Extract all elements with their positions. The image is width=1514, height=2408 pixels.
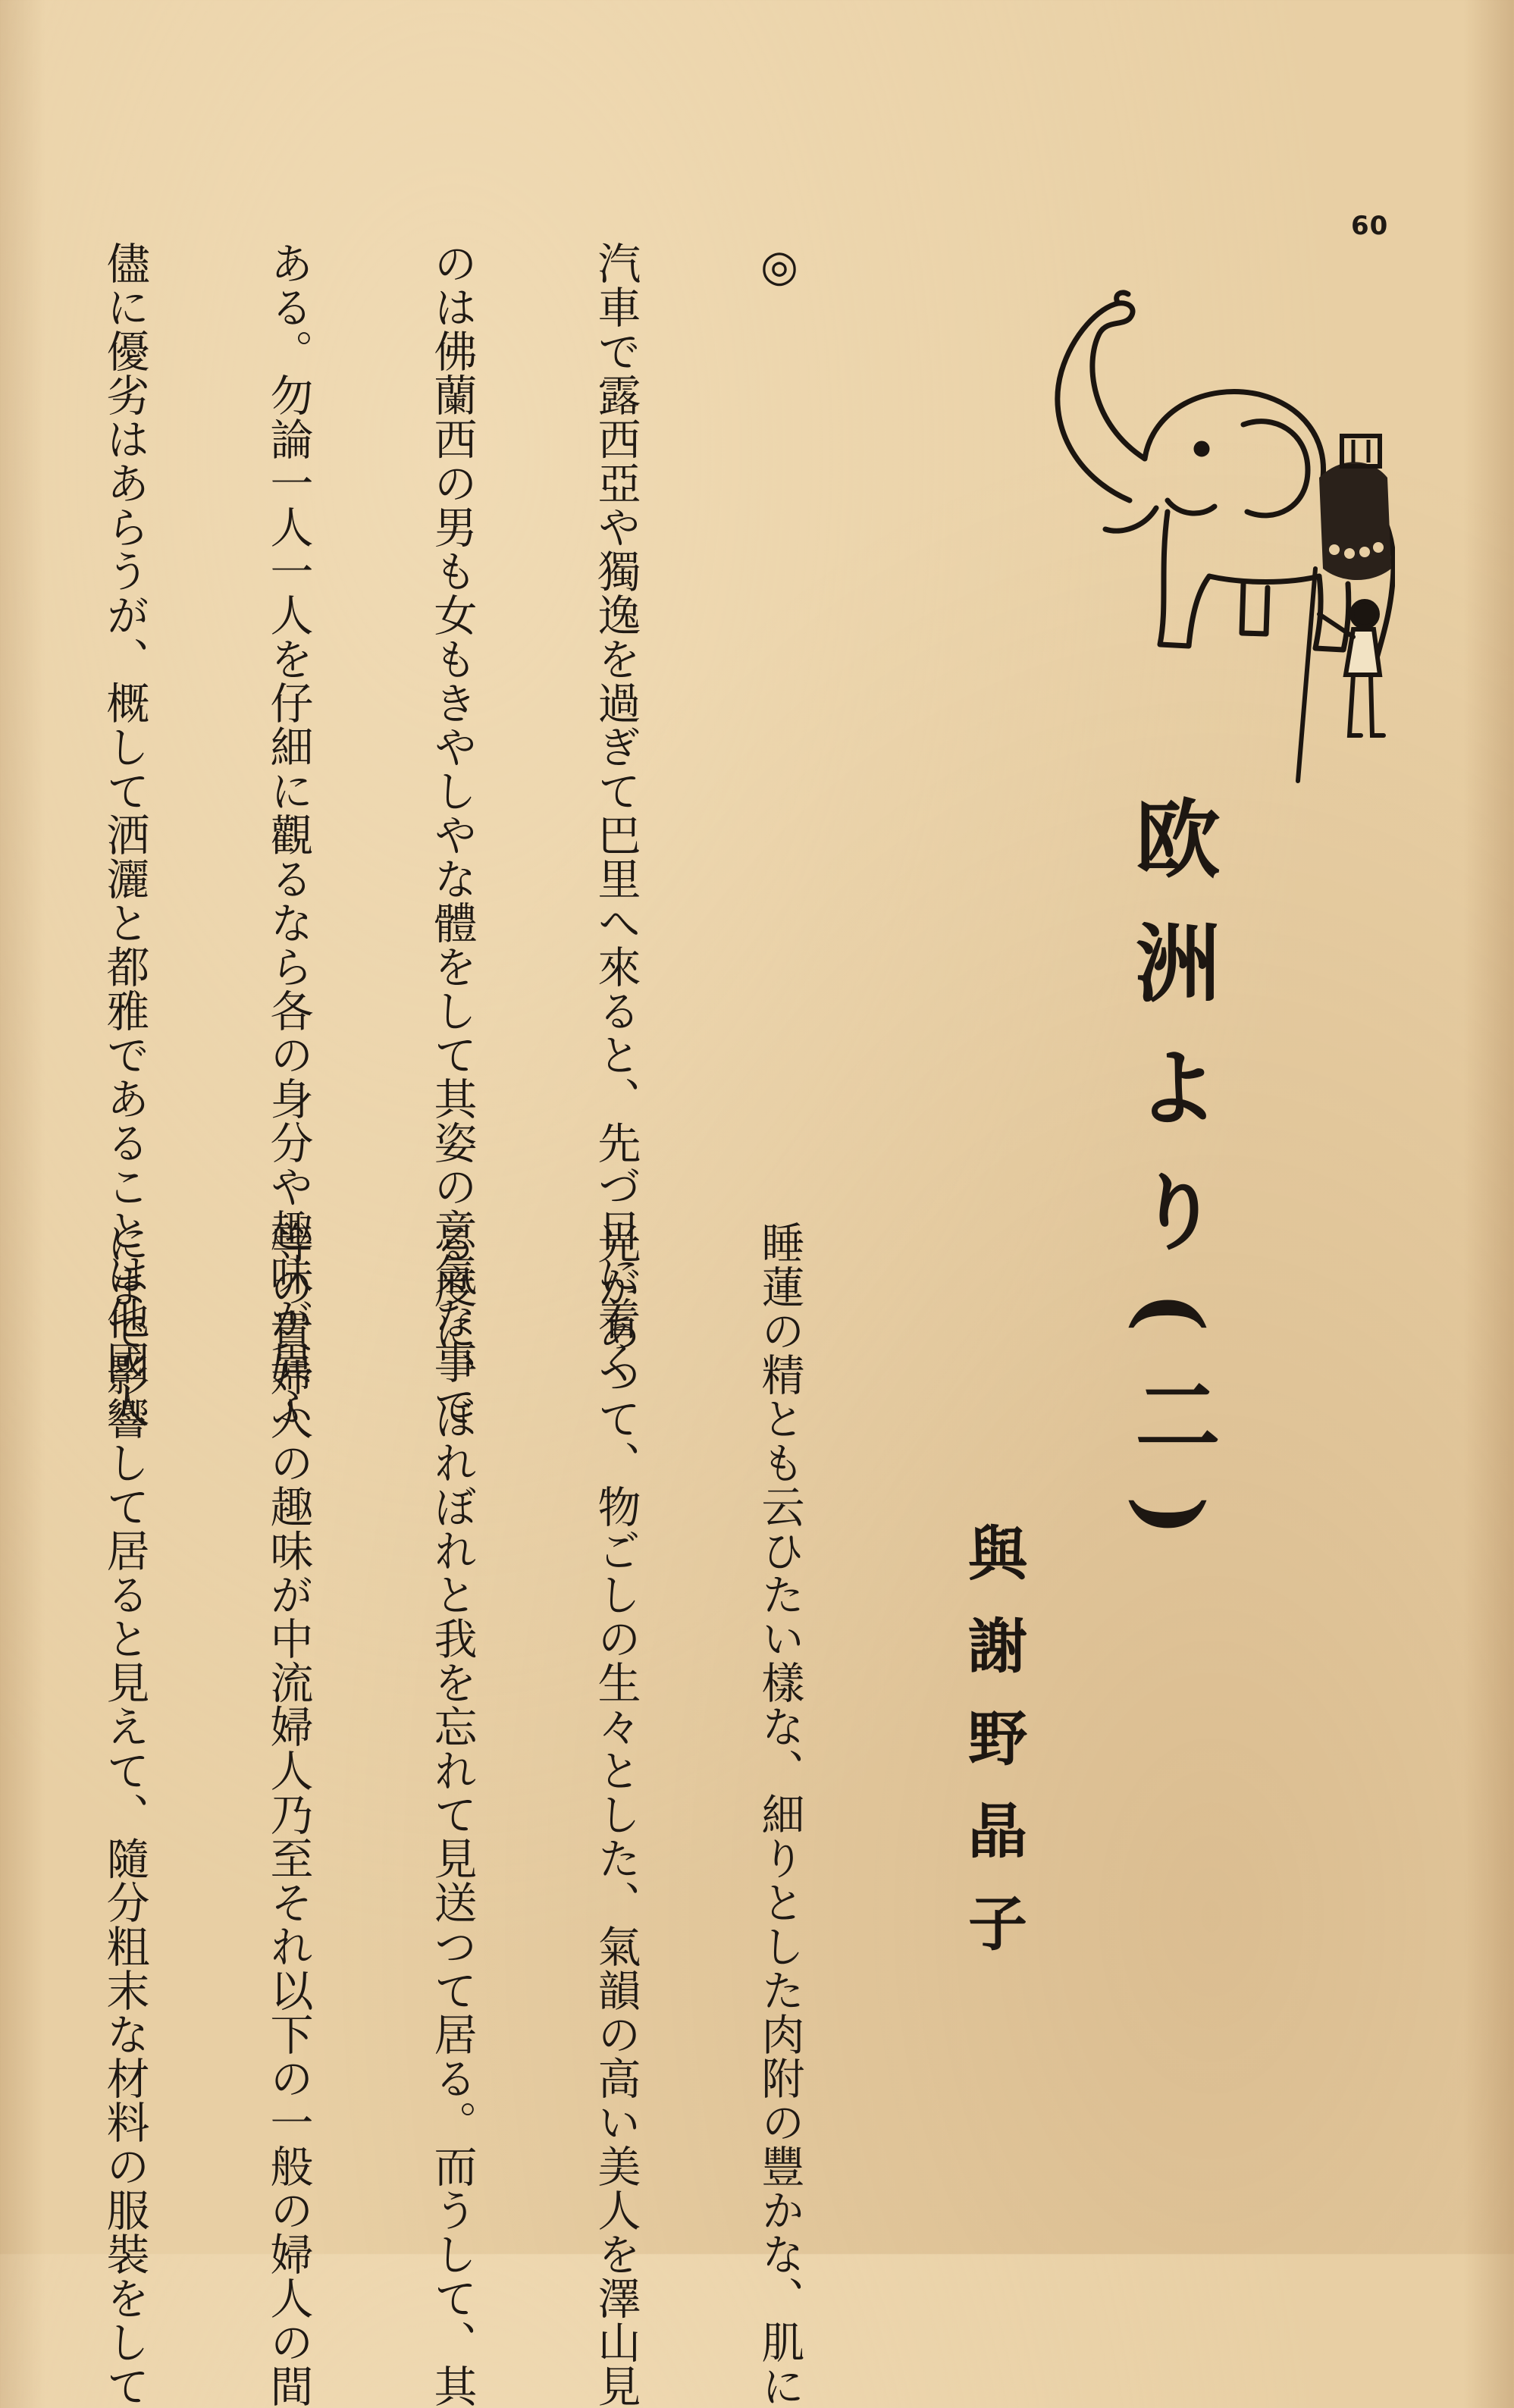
text-column: ある。勿論一人一人を仔細に觀るなら各の身分や趣味が異ふ: [263, 241, 313, 1428]
text-column: 光があつて、物ごしの生々とした、氣韻の高い美人を澤山見: [591, 1221, 641, 2408]
article-title: 欧洲より(二): [1121, 795, 1221, 1576]
text-column: のは佛蘭西の男も女もきやしやな體をして其姿の意氣な事で: [427, 241, 477, 1428]
elephant-illustration: [1016, 250, 1395, 796]
article-author: 與謝野晶子: [958, 1522, 1027, 1985]
elephant-icon: [1016, 250, 1395, 796]
text-column: ◎: [754, 241, 804, 292]
text-column: 儘に優劣はあらうが、概して洒灑と都雅であることは他國人: [99, 241, 149, 1428]
text-column: 等の貴婦人の趣味が中流婦人乃至それ以下の一般の婦人の間: [263, 1221, 313, 2408]
text-column: る度に、ほれぼれと我を忘れて見送つて居る。而うして、其: [427, 1221, 477, 2408]
text-column: 汽車で露西亞や獨逸を過ぎて巴里へ來ると、先づ目に着く: [591, 241, 641, 1384]
text-column: にまで影響して居ると見えて、隨分粗末な材料の服裝をして: [99, 1221, 149, 2408]
body-upper-section: [97, 241, 916, 1428]
body-lower-section: [97, 1221, 916, 2408]
text-column: 睡蓮の精とも云ひたい樣な、細りとした肉附の豐かな、肌に: [754, 1221, 804, 2408]
page-number: 60: [1351, 211, 1389, 241]
